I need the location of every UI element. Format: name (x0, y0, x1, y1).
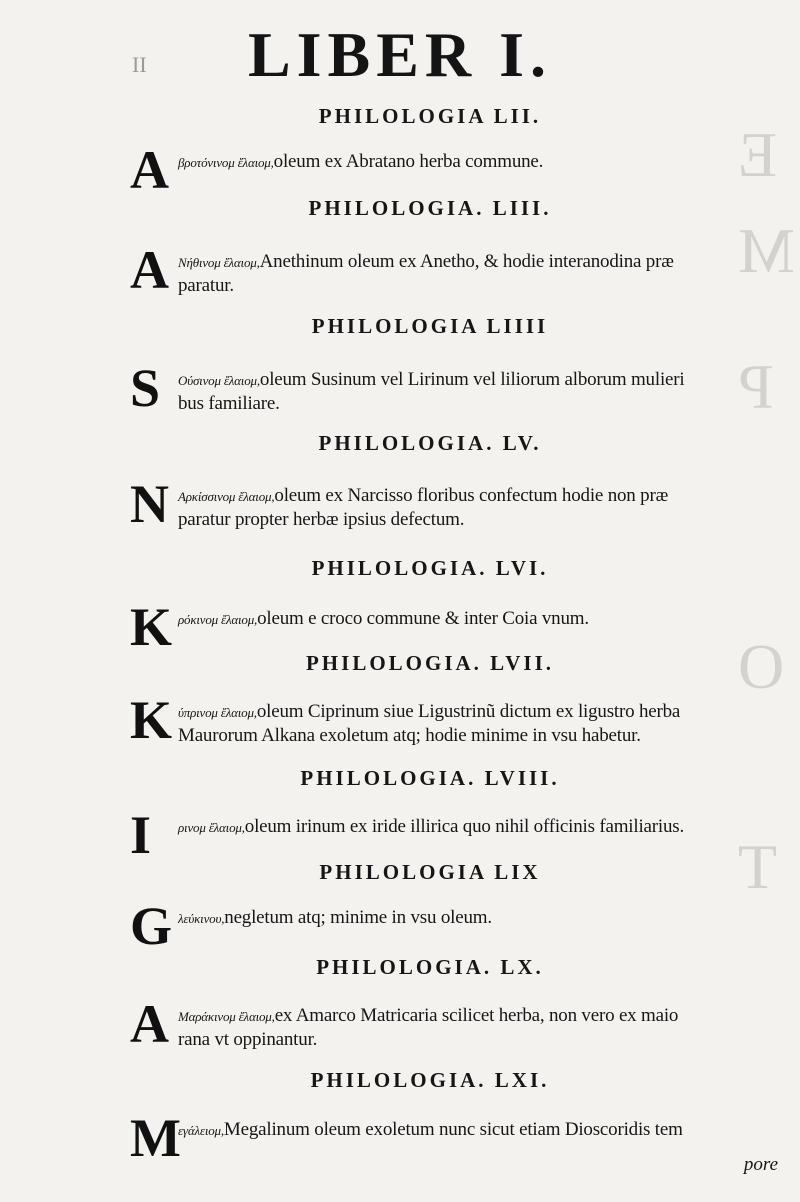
philologia-heading: PHILOLOGIA LIX (319, 860, 541, 884)
latin-text: oleum irinum ex iride illirica quo nihil officinis familiarius. (244, 816, 685, 837)
greek-term: Αρκίσσινομ ἔλαιομ, (178, 489, 275, 504)
philologia-heading: PHILOLOGIA. LIII. (308, 196, 552, 220)
greek-term: Μαράκινομ ἔλαιομ, (178, 1009, 275, 1024)
entry-line: paratur. (178, 275, 234, 296)
drop-cap-initial: K (130, 597, 173, 657)
philologia-entry (130, 994, 775, 1054)
philologia-entry (130, 140, 775, 200)
show-through-letter: E (738, 119, 778, 190)
philologia-entry (130, 240, 775, 300)
entry-line (178, 1004, 775, 1028)
entry-line (178, 250, 775, 274)
philologia-entry (130, 474, 775, 534)
entry-line (178, 815, 775, 839)
drop-cap-initial: A (130, 994, 169, 1054)
show-through-letter: T (738, 831, 778, 902)
greek-term: Νήθινομ ἔλαιομ, (178, 255, 260, 270)
latin-text: oleum Ciprinum siue Ligustrinũ dictum ex ligustro herba (256, 701, 681, 722)
philologia-heading: PHILOLOGIA. LX. (316, 955, 544, 979)
entry-line (178, 906, 775, 930)
greek-term: εγάλειομ, (178, 1123, 224, 1138)
entry-line (178, 150, 775, 174)
philologia-entry (130, 358, 775, 418)
philologia-entry (130, 690, 775, 750)
greek-term: ρινομ ἔλαιομ, (178, 820, 245, 835)
latin-text: Megalinum oleum exoletum nunc sicut etiam Dioscoridis tem (223, 1119, 683, 1140)
latin-text: oleum Susinum vel Lirinum vel liliorum alborum mulieri (259, 369, 685, 390)
latin-text: oleum ex Abratano herba commune. (273, 151, 544, 172)
latin-text: oleum ex Narcisso floribus confectum hodie non præ (274, 485, 669, 506)
philologia-heading: PHILOLOGIA. LVIII. (300, 766, 560, 790)
entry-line: Maurorum Alkana exoletum atq; hodie minime in vsu habetur. (178, 725, 641, 746)
greek-term: Ούσινομ ἔλαιομ, (178, 373, 260, 388)
catchword: pore (743, 1154, 778, 1175)
entry-line (178, 607, 775, 631)
greek-term: ύπρινομ ἔλαιομ, (178, 705, 257, 720)
drop-cap-initial: K (130, 690, 173, 750)
latin-text: negletum atq; minime in vsu oleum. (224, 907, 492, 928)
philologia-heading: PHILOLOGIA. LV. (318, 431, 542, 455)
entry-line: rana vt oppinantur. (178, 1029, 318, 1050)
show-through-letter: O (738, 631, 785, 702)
philologia-heading: PHILOLOGIA LIIII (311, 314, 549, 338)
entry-line (178, 368, 775, 392)
philologia-entry (130, 597, 775, 657)
drop-cap-initial: N (130, 474, 169, 534)
entry-line (178, 700, 775, 724)
greek-term: βροτόνινομ ἔλαιομ, (178, 155, 274, 170)
philologia-entry (130, 805, 775, 865)
latin-text: Anethinum oleum ex Anetho, & hodie interanodina præ (259, 251, 674, 272)
entry-line: bus familiare. (178, 393, 280, 414)
show-through-letter: M (738, 215, 795, 286)
greek-term: λεύκινου, (178, 911, 225, 926)
drop-cap-initial: A (130, 240, 169, 300)
philologia-heading: PHILOLOGIA. LXI. (310, 1068, 550, 1092)
page-title: LIBER I. (247, 19, 553, 90)
philologia-heading: PHILOLOGIA. LVII. (305, 651, 555, 675)
philologia-heading: PHILOLOGIA. LVI. (311, 556, 549, 580)
drop-cap-initial: I (130, 805, 152, 865)
page-folio: II (132, 52, 147, 77)
drop-cap-initial: G (130, 896, 173, 956)
drop-cap-initial: S (130, 358, 161, 418)
latin-text: ex Amarco Matricaria scilicet herba, non vero ex maio (274, 1005, 679, 1026)
entry-line (178, 484, 775, 508)
drop-cap-initial: M (130, 1108, 181, 1168)
show-through-letter: P (738, 351, 774, 422)
entry-line (178, 1118, 775, 1142)
latin-text: oleum e croco commune & inter Coia vnum. (257, 608, 589, 629)
drop-cap-initial: A (130, 140, 169, 200)
philologia-entry (130, 896, 775, 956)
greek-term: ρόκινομ ἔλαιομ, (178, 612, 258, 627)
entry-line: paratur propter herbæ ipsius defectum. (178, 509, 465, 530)
philologia-heading: PHILOLOGIA LII. (318, 104, 542, 128)
